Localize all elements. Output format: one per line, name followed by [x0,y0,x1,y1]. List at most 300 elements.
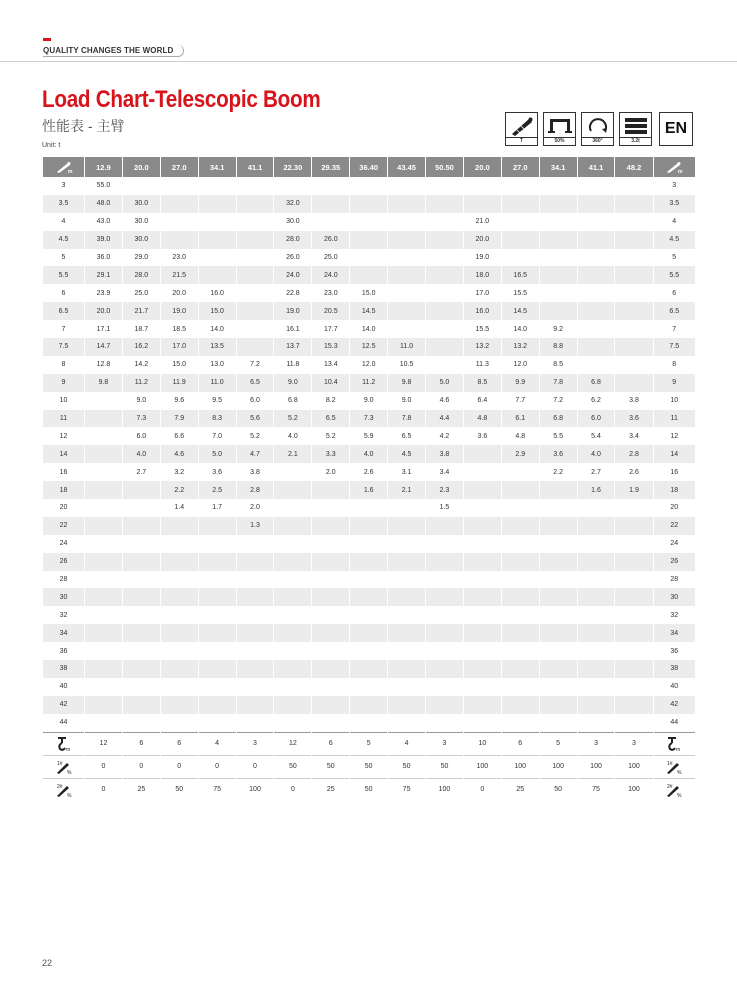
radius-cell: 36 [653,642,695,660]
load-cell: 13.7 [274,338,312,356]
load-cell [577,714,615,732]
footer-cell: 100 [236,778,274,801]
load-cell: 4.6 [160,445,198,463]
table-row [43,678,696,696]
load-cell [236,571,274,589]
footer-row [43,732,696,755]
load-cell [388,588,426,606]
load-cell: 11.0 [388,338,426,356]
table-row [43,231,696,249]
load-cell [388,195,426,213]
radius-cell: 22 [653,517,695,535]
radius-cell: 10 [43,392,85,410]
load-cell: 21.7 [122,302,160,320]
svg-text:%: % [66,792,71,798]
load-cell [426,678,464,696]
load-cell: 28.0 [274,231,312,249]
load-chart-table [42,157,695,801]
load-cell [501,714,539,732]
load-cell: 3.8 [615,392,653,410]
load-cell [426,195,464,213]
load-cell: 1.6 [350,481,388,499]
load-cell: 16.5 [501,266,539,284]
radius-cell: 3 [653,177,695,195]
load-cell [388,266,426,284]
load-cell [426,642,464,660]
radius-cell: 24 [653,535,695,553]
footer-cell: 100 [501,755,539,778]
radius-cell: 9 [43,374,85,392]
load-cell: 12.0 [501,356,539,374]
load-cell [501,249,539,267]
load-cell [350,714,388,732]
load-cell [388,213,426,231]
footer-cell: 100 [577,755,615,778]
load-cell [274,624,312,642]
load-cell: 14.0 [501,320,539,338]
load-cell [198,588,236,606]
hook-reeving-icon [653,732,695,755]
load-cell: 12.8 [85,356,123,374]
load-cell [122,624,160,642]
load-cell [463,535,501,553]
page-title: Load Chart-Telescopic Boom [42,86,321,113]
load-cell: 6.5 [236,374,274,392]
load-cell [85,392,123,410]
footer-cell: 50 [350,755,388,778]
load-cell [198,696,236,714]
load-cell: 14.5 [350,302,388,320]
load-cell [501,463,539,481]
boom-length-header: 48.2 [615,157,653,177]
load-cell [160,213,198,231]
load-cell: 14.7 [85,338,123,356]
table-row [43,696,696,714]
footer-cell: 25 [501,778,539,801]
radius-header-icon [653,157,695,177]
footer-cell: 0 [198,755,236,778]
load-cell: 10.4 [312,374,350,392]
radius-cell: 42 [653,696,695,714]
load-cell [274,696,312,714]
radius-cell: 9 [653,374,695,392]
load-cell [312,642,350,660]
load-cell [539,249,577,267]
table-row [43,445,696,463]
load-cell: 2.0 [312,463,350,481]
load-cell: 26.0 [312,231,350,249]
load-cell [274,499,312,517]
rotation-icon [581,112,614,146]
load-cell [236,714,274,732]
load-cell [539,213,577,231]
load-cell [85,642,123,660]
load-cell: 9.6 [160,392,198,410]
load-cell [85,427,123,445]
boom-length-header: 27.0 [501,157,539,177]
load-cell [312,195,350,213]
load-cell: 20.5 [312,302,350,320]
load-cell [615,571,653,589]
load-cell: 9.5 [198,392,236,410]
load-cell: 3.6 [198,463,236,481]
load-cell: 2.2 [539,463,577,481]
table-row [43,356,696,374]
footer-cell: 50 [350,778,388,801]
load-cell [236,678,274,696]
svg-text:%: % [66,769,71,775]
table-row [43,410,696,428]
load-cell: 7.2 [236,356,274,374]
load-cell: 21.5 [160,266,198,284]
load-cell [577,302,615,320]
load-cell [426,284,464,302]
load-cell [577,249,615,267]
load-cell: 1.7 [198,499,236,517]
load-cell: 17.0 [463,284,501,302]
footer-cell: 6 [160,732,198,755]
table-row [43,392,696,410]
load-cell [350,535,388,553]
load-cell [426,266,464,284]
load-cell [577,284,615,302]
load-cell: 20.0 [160,284,198,302]
telescope-section-1-icon [653,755,695,778]
load-cell [274,660,312,678]
load-cell [198,177,236,195]
radius-cell: 32 [653,606,695,624]
load-cell [350,249,388,267]
load-cell: 3.4 [615,427,653,445]
load-cell [463,696,501,714]
radius-cell: 8 [43,356,85,374]
page-subtitle: 性能表 - 主臂 [42,118,125,134]
load-cell: 18.5 [160,320,198,338]
load-cell [312,624,350,642]
load-chart-footer [43,732,696,801]
radius-cell: 11 [653,410,695,428]
load-cell [426,249,464,267]
load-cell: 11.9 [160,374,198,392]
load-cell: 5.2 [236,427,274,445]
load-cell [577,606,615,624]
load-cell: 5.4 [577,427,615,445]
load-cell: 12.0 [350,356,388,374]
load-cell [388,499,426,517]
boom-length-header: 41.1 [577,157,615,177]
language-badge: EN [659,112,693,146]
radius-cell: 24 [43,535,85,553]
load-cell: 3.8 [426,445,464,463]
load-cell [539,535,577,553]
load-cell [388,517,426,535]
table-row [43,517,696,535]
load-cell [122,553,160,571]
table-row [43,481,696,499]
load-cell [236,606,274,624]
load-cell [312,213,350,231]
svg-text:%: % [677,792,682,798]
load-cell: 17.1 [85,320,123,338]
load-cell: 6.6 [160,427,198,445]
load-cell: 5.0 [426,374,464,392]
load-cell [388,320,426,338]
radius-cell: 38 [653,660,695,678]
load-cell [463,660,501,678]
table-row [43,606,696,624]
load-cell: 13.5 [198,338,236,356]
load-cell: 16.2 [122,338,160,356]
load-cell [615,660,653,678]
load-cell: 24.0 [274,266,312,284]
load-cell [615,231,653,249]
load-cell: 4.6 [426,392,464,410]
radius-cell: 18 [43,481,85,499]
load-cell [160,195,198,213]
load-cell [85,517,123,535]
load-cell: 13.0 [198,356,236,374]
footer-cell: 100 [615,755,653,778]
radius-cell: 20 [653,499,695,517]
footer-cell: 0 [274,778,312,801]
load-cell [577,195,615,213]
load-cell [463,481,501,499]
load-cell [85,624,123,642]
load-cell: 11.3 [463,356,501,374]
load-cell: 4.8 [501,427,539,445]
footer-cell: 10 [463,732,501,755]
load-cell [539,195,577,213]
radius-cell: 12 [653,427,695,445]
load-cell: 3.4 [426,463,464,481]
load-cell [122,177,160,195]
load-cell: 2.6 [350,463,388,481]
radius-cell: 5.5 [43,266,85,284]
load-cell [274,571,312,589]
load-cell: 14.5 [501,302,539,320]
load-cell [160,714,198,732]
table-row [43,714,696,732]
footer-cell: 12 [274,732,312,755]
load-cell [501,517,539,535]
load-cell: 9.0 [122,392,160,410]
radius-cell: 5 [653,249,695,267]
load-cell [85,535,123,553]
load-cell [198,249,236,267]
load-cell: 4.7 [236,445,274,463]
load-cell: 15.5 [501,284,539,302]
load-cell [236,660,274,678]
load-cell [160,606,198,624]
load-cell: 8.8 [539,338,577,356]
load-cell: 43.0 [85,213,123,231]
load-cell [577,588,615,606]
tagline: QUALITY CHANGES THE WORLD [43,45,184,57]
load-cell [426,571,464,589]
radius-cell: 34 [653,624,695,642]
boom-length-header: 34.1 [539,157,577,177]
load-cell [160,696,198,714]
load-cell [85,696,123,714]
load-cell [388,535,426,553]
load-cell [122,660,160,678]
load-cell [501,571,539,589]
load-cell [426,714,464,732]
load-cell [236,320,274,338]
load-cell [388,624,426,642]
load-cell [615,535,653,553]
load-cell: 2.2 [160,481,198,499]
load-cell [463,195,501,213]
load-cell: 15.3 [312,338,350,356]
load-cell: 5.6 [236,410,274,428]
svg-text:1#: 1# [56,760,63,767]
load-cell: 3.1 [388,463,426,481]
load-cell [615,696,653,714]
load-cell: 6.8 [539,410,577,428]
accent-bar [43,38,51,41]
boom-length-header: 43.45 [388,157,426,177]
config-label-rotation: 360° [582,137,613,145]
load-cell [501,535,539,553]
load-cell: 2.7 [577,463,615,481]
load-cell: 3.6 [539,445,577,463]
svg-text:%: % [677,769,682,775]
boom-length-header: 36.40 [350,157,388,177]
radius-cell: 30 [43,588,85,606]
load-cell [501,481,539,499]
load-cell [236,284,274,302]
radius-cell: 26 [43,553,85,571]
table-row [43,463,696,481]
load-cell [122,535,160,553]
load-cell [463,463,501,481]
footer-cell: 3 [577,732,615,755]
table-row [43,571,696,589]
footer-cell: 75 [577,778,615,801]
load-cell: 25.0 [122,284,160,302]
load-cell [198,678,236,696]
load-cell: 2.6 [615,463,653,481]
load-cell: 16.0 [463,302,501,320]
load-cell [615,266,653,284]
load-cell [274,606,312,624]
load-cell: 4.0 [350,445,388,463]
load-cell: 9.8 [85,374,123,392]
load-cell [85,571,123,589]
load-cell [463,571,501,589]
footer-cell: 6 [122,732,160,755]
load-cell [463,445,501,463]
load-cell: 36.0 [85,249,123,267]
load-cell [274,642,312,660]
load-cell [350,696,388,714]
load-cell: 2.1 [274,445,312,463]
load-cell [426,338,464,356]
load-cell [85,410,123,428]
load-cell: 7.3 [350,410,388,428]
load-cell: 14.0 [350,320,388,338]
load-cell [236,553,274,571]
load-cell [122,481,160,499]
load-cell [501,606,539,624]
load-cell [577,642,615,660]
load-cell: 20.0 [463,231,501,249]
load-cell: 3.3 [312,445,350,463]
radius-cell: 8 [653,356,695,374]
footer-cell: 3 [615,732,653,755]
load-cell [160,535,198,553]
load-cell [350,678,388,696]
table-row [43,320,696,338]
load-cell [350,606,388,624]
radius-cell: 4 [43,213,85,231]
load-cell [501,195,539,213]
load-cell [122,571,160,589]
load-cell: 6.0 [236,392,274,410]
load-cell [539,517,577,535]
radius-cell: 7 [653,320,695,338]
load-cell [236,249,274,267]
load-cell [198,213,236,231]
load-cell: 1.4 [160,499,198,517]
load-cell: 13.2 [463,338,501,356]
load-cell: 17.0 [160,338,198,356]
load-cell [274,463,312,481]
load-cell: 7.9 [160,410,198,428]
load-cell: 7.3 [122,410,160,428]
load-cell [539,284,577,302]
load-cell: 5.5 [539,427,577,445]
load-cell [388,302,426,320]
load-cell: 6.1 [501,410,539,428]
load-cell [198,535,236,553]
load-cell [198,624,236,642]
load-cell: 7.8 [539,374,577,392]
radius-cell: 44 [43,714,85,732]
load-cell: 23.9 [85,284,123,302]
load-cell: 19.0 [160,302,198,320]
boom-length-header: 20.0 [122,157,160,177]
footer-cell: 0 [85,778,123,801]
load-cell [312,535,350,553]
load-cell [577,553,615,571]
load-cell [577,678,615,696]
load-cell [198,606,236,624]
load-cell [198,642,236,660]
radius-cell: 6.5 [43,302,85,320]
load-cell: 5.2 [274,410,312,428]
load-cell [122,678,160,696]
load-cell: 16.1 [274,320,312,338]
load-cell [615,356,653,374]
footer-cell: 50 [539,778,577,801]
load-cell [615,302,653,320]
load-cell [85,714,123,732]
table-row [43,499,696,517]
load-cell [350,195,388,213]
load-cell [539,714,577,732]
load-cell: 4.4 [426,410,464,428]
load-cell [160,678,198,696]
radius-cell: 32 [43,606,85,624]
svg-text:m: m [67,169,72,174]
svg-text:2#: 2# [667,783,673,790]
table-row [43,195,696,213]
radius-cell: 18 [653,481,695,499]
load-cell [426,696,464,714]
load-cell [615,249,653,267]
